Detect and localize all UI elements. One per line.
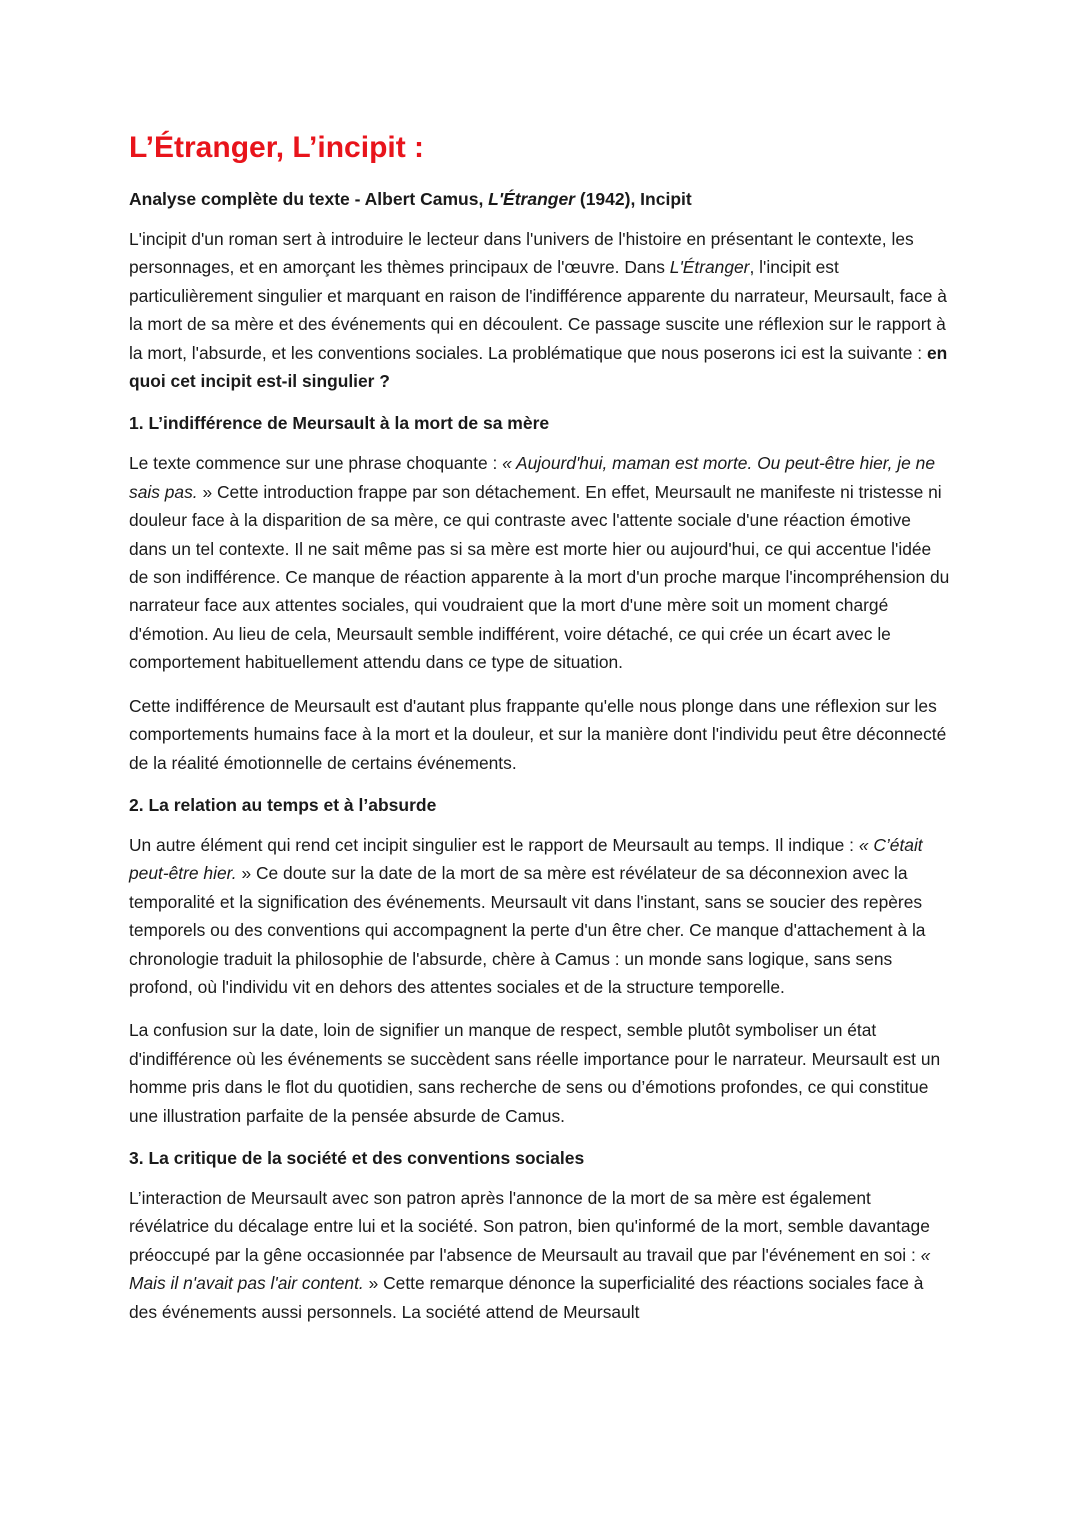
quote: « C’était peut-être hier. [129,834,923,884]
document-subtitle [129,186,951,212]
section-heading-2: 2. La relation au temps et à l’absurde [129,794,437,815]
intro-text-cont: , l'incipit est particulièrement singulier et marquant en raison de l'indifférence apparente du narrateur, Meursault, face à la mort de sa mère et des événements qui en découlent. Ce passage suscite une réflexion sur le rapport à la mort, l'absurde, et les conventions sociales. La problématique que nous poserons ici est la suivante : [129,257,947,363]
quote: « Aujourd'hui, maman est morte. Ou peut-être hier, je ne sais pas. [129,453,936,502]
document-title: L’Étranger, L’incipit : [129,131,425,164]
section-1-paragraph-1 [129,449,951,676]
subtitle-text-end: (1942), Incipit [575,189,692,209]
paragraph-text: Un autre élément qui rend cet incipit singulier est le rapport de Meursault au temps. Il indique : [129,834,859,855]
intro-text: L'incipit d'un roman sert à introduire le lecteur dans l'univers de l'histoire en présentant le contexte, les personnages, et en amorçant les thèmes principaux de l'œuvre. Dans [129,229,914,278]
section-2-paragraph-1 [129,831,951,1001]
section-heading-3: 3. La critique de la société et des conventions sociales [129,1147,585,1168]
subtitle-text: Analyse complète du texte - Albert Camus, [129,189,489,209]
paragraph-text: Le texte commence sur une phrase choquante : [129,453,503,474]
section-heading-1: 1. L’indifférence de Meursault à la mort de sa mère [129,413,550,434]
paragraph-text: » Ce doute sur la date de la mort de sa mère est révélateur de sa déconnexion avec la temporalité et la signification des événements. Meursault vit dans l'instant, sans se soucier des repères temporels ou des conventions qui accompagnent la perte d'un être cher. Ce manque d'attachement à la chronologie traduit la philosophie de l'absurde, chère à Camus : un monde sans logique, sans sens profond, où l'individu vit en dehors des attentes sociales et de la structure temporelle. [129,863,926,997]
paragraph-text: L’interaction de Meursault avec son patron après l'annonce de la mort de sa mère est également révélatrice du décalage entre lui et la société. Son patron, bien qu'informé de la mort, semble davantage préoccupé par la gêne occasionnée par l'absence de Meursault au travail que par l'événement en soi : [129,1187,930,1265]
section-1-paragraph-2: Cette indifférence de Meursault est d'autant plus frappante qu'elle nous plonge dans une réflexion sur les comportements humains face à la mort et la douleur, et sur la manière dont l'individu peut être déconnecté de la réalité émotionnelle de certains événements. [129,695,947,773]
paragraph-text: » Cette remarque dénonce la superficialité des réactions sociales face à des événements aussi personnels. La société attend de Meursault [129,1273,924,1322]
problematique: en quoi cet incipit est-il singulier ? [129,342,948,392]
section-3-paragraph-1 [129,1184,951,1326]
intro-paragraph [129,225,951,395]
subtitle-book-title: L'Étranger [488,189,575,209]
paragraph-text: » Cette introduction frappe par son détachement. En effet, Meursault ne manifeste ni tristesse ni douleur face à la disparition de sa mère, ce qui contraste avec l'attente sociale d'une réaction émotive dans un tel contexte. Il ne sait même pas si sa mère est morte hier ou aujourd'hui, ce qui accentue l'idée de son indifférence. Ce manque de réaction apparente à la mort d'un proche marque l'incompréhension du narrateur face aux attentes sociales, qui voudraient que la mort d'une mère soit un moment chargé d'émotion. Au lieu de cela, Meursault semble indifférent, voire détaché, ce qui crée un écart avec le comportement habituellement attendu dans ce type de situation. [129,481,950,673]
quote: « Mais il n'avait pas l'air content. [129,1244,931,1294]
section-2-paragraph-2: La confusion sur la date, loin de signifier un manque de respect, semble plutôt symboliser un état d'indifférence où les événements se succèdent sans réelle importance pour le narrateur. Meursault est un homme pris dans le flot du quotidien, sans recherche de sens ou d’émotions profondes, ce qui constitue une illustration parfaite de la pensée absurde de Camus. [129,1020,941,1126]
intro-book-title: L'Étranger [669,257,750,278]
document-page [129,128,951,1341]
